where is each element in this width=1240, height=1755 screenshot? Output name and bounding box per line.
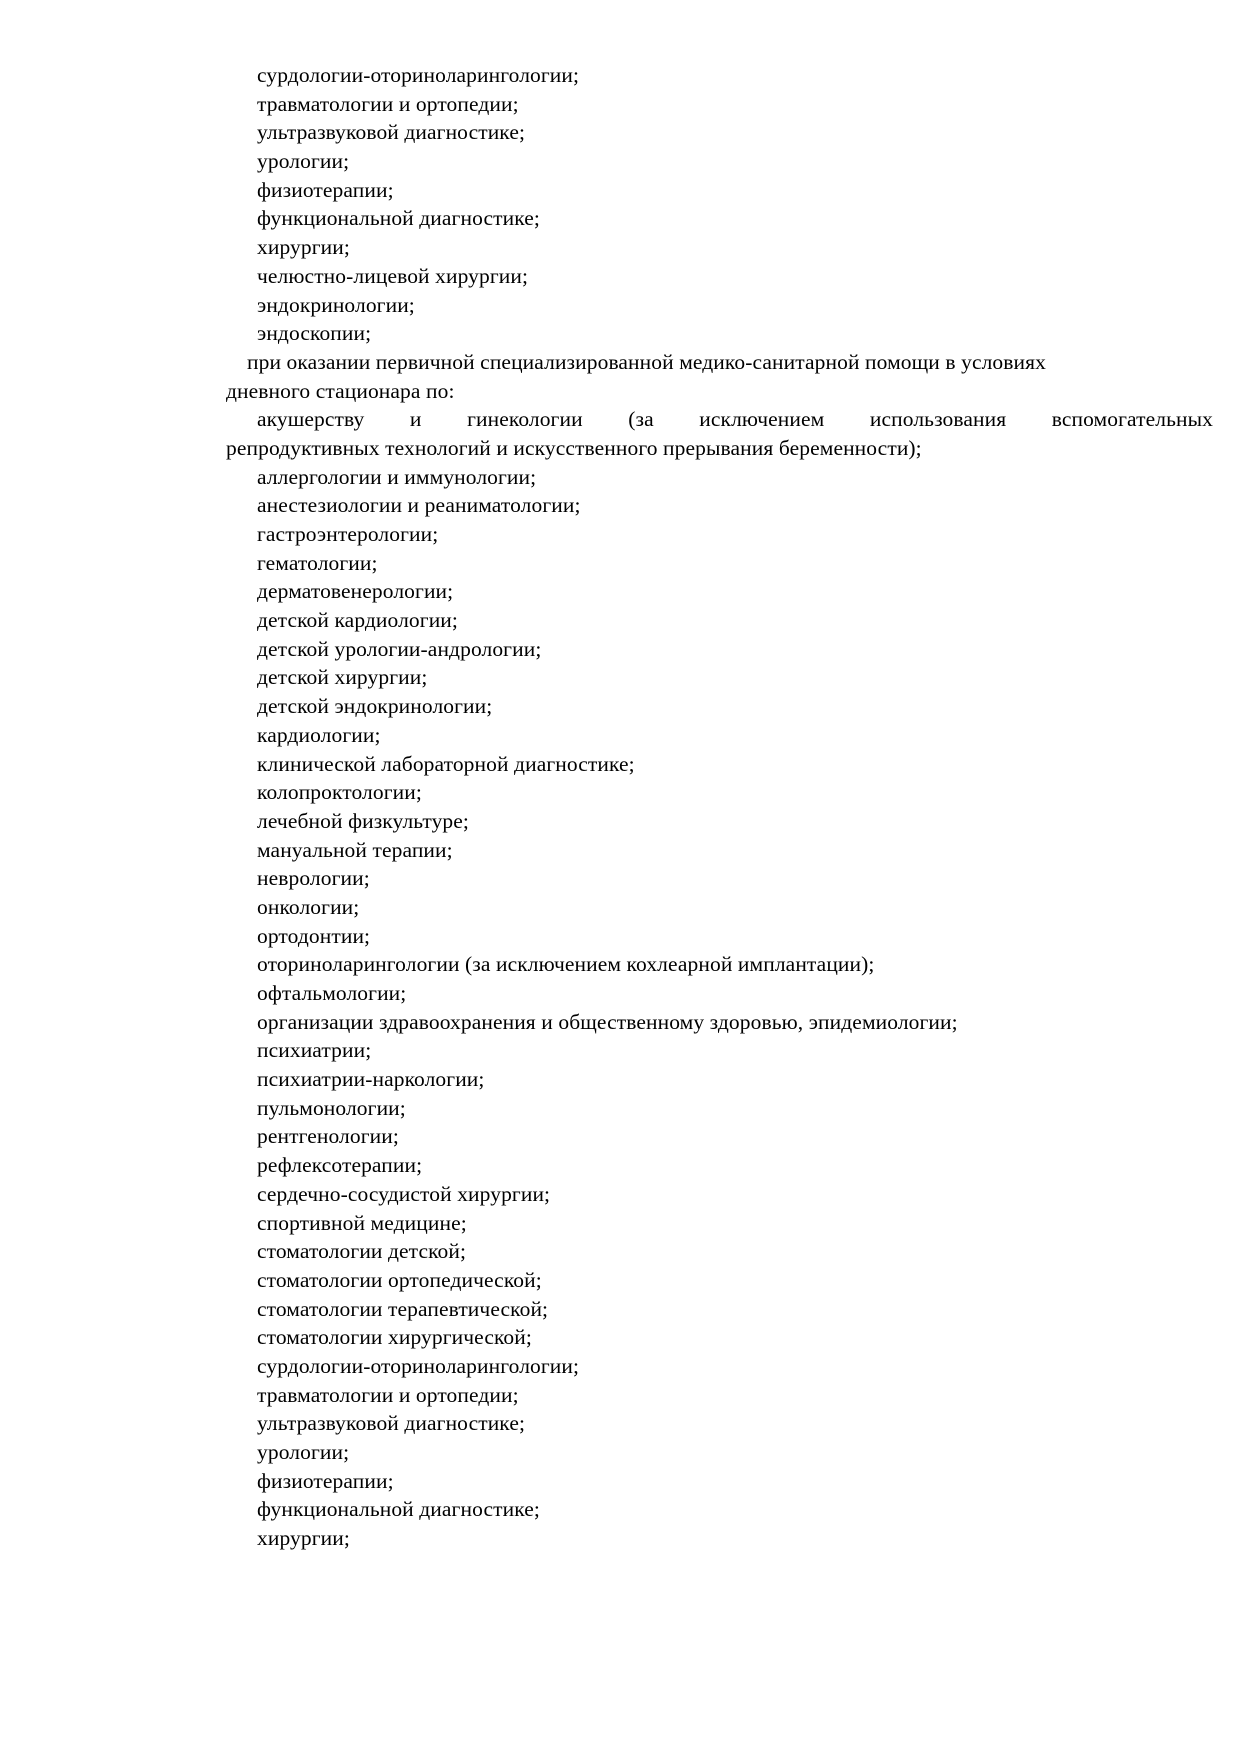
specialty-line: пульмонологии;	[257, 1095, 406, 1120]
specialty-line: стоматологии терапевтической;	[257, 1296, 549, 1321]
specialty-line: ортодонтии;	[257, 923, 371, 948]
specialty-line: физиотерапии;	[257, 1468, 394, 1493]
specialty-line: сурдологии-оториноларингологии;	[257, 1353, 580, 1378]
specialty-line: стоматологии детской;	[257, 1239, 467, 1264]
license-text-block	[226, 61, 1213, 1553]
specialty-line: психиатрии-наркологии;	[257, 1067, 485, 1092]
specialty-line: спортивной медицине;	[257, 1210, 467, 1235]
specialty-line: травматологии и ортопедии;	[257, 91, 519, 116]
specialty-line: стоматологии хирургической;	[257, 1325, 532, 1350]
ambulatory-specialties-list	[226, 61, 1213, 348]
specialty-line: дерматовенерологии;	[257, 579, 454, 604]
specialty-line: детской кардиологии;	[257, 608, 458, 633]
day-hospital-intro-line-2: дневного стационара по:	[226, 378, 455, 403]
specialty-line: клинической лабораторной диагностике;	[257, 751, 635, 776]
specialty-line: гастроэнтерологии;	[257, 522, 439, 546]
specialty-line: эндоскопии;	[257, 321, 372, 346]
specialty-line: челюстно-лицевой хирургии;	[257, 263, 529, 288]
specialty-line: эндокринологии;	[257, 292, 415, 317]
obstetrics-gynecology-item-line-1: акушерству и гинекологии (за исключением использования вспомогательных	[257, 407, 1213, 432]
specialty-line: колопроктологии;	[257, 780, 422, 805]
specialty-line: рефлексотерапии;	[257, 1153, 423, 1178]
specialty-line: организации здравоохранения и общественному здоровью, эпидемиологии;	[257, 1009, 958, 1034]
specialty-line: сердечно-сосудистой хирургии;	[257, 1181, 551, 1206]
specialty-line: оториноларингологии (за исключением кохлеарной имплантации);	[257, 952, 875, 977]
specialty-line: детской урологии-андрологии;	[257, 636, 542, 661]
specialty-line: сурдологии-оториноларингологии;	[257, 63, 580, 87]
specialty-line: лечебной физкультуре;	[257, 808, 469, 833]
specialty-line: детской хирургии;	[257, 665, 428, 690]
specialty-line: физиотерапии;	[257, 177, 394, 202]
specialty-line: аллергологии и иммунологии;	[257, 464, 537, 489]
specialty-line: мануальной терапии;	[257, 837, 453, 862]
specialty-line: травматологии и ортопедии;	[257, 1382, 519, 1407]
specialty-line: хирургии;	[257, 1526, 350, 1551]
specialty-line: урологии;	[257, 1440, 350, 1464]
specialty-line: детской эндокринологии;	[257, 694, 493, 719]
specialty-line: стоматологии ортопедической;	[257, 1267, 542, 1292]
day-hospital-specialties-list	[226, 463, 1213, 1553]
specialty-line: психиатрии;	[257, 1038, 372, 1063]
specialty-line: хирургии;	[257, 235, 350, 260]
specialty-line: ультразвуковой диагностике;	[257, 1411, 526, 1436]
specialty-line: ультразвуковой диагностике;	[257, 120, 526, 145]
specialty-line: кардиологии;	[257, 722, 381, 747]
specialty-line: онкологии;	[257, 894, 360, 919]
specialty-line: функциональной диагностике;	[257, 206, 540, 231]
specialty-line: рентгенологии;	[257, 1124, 399, 1149]
specialty-line: урологии;	[257, 149, 350, 174]
specialty-line: анестезиологии и реаниматологии;	[257, 493, 581, 518]
day-hospital-intro-line-1: при оказании первичной специализированной медико-санитарной помощи в условиях	[247, 349, 1046, 374]
specialty-line: функциональной диагностике;	[257, 1497, 540, 1522]
specialty-line: неврологии;	[257, 866, 370, 891]
specialty-line: офтальмологии;	[257, 981, 407, 1005]
specialty-line: гематологии;	[257, 550, 378, 575]
obstetrics-gynecology-item-line-2: репродуктивных технологий и искусственного прерывания беременности);	[226, 435, 922, 460]
